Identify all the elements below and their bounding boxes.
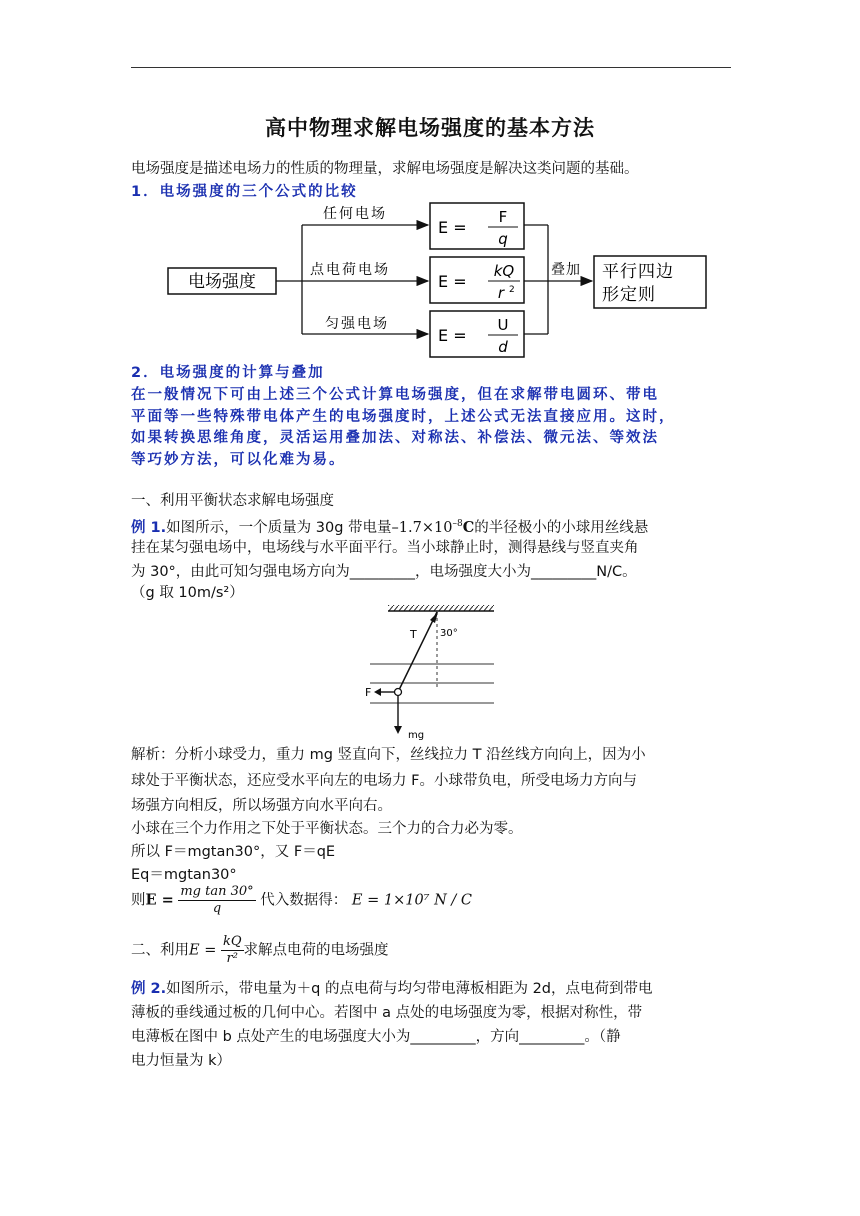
solution1-line-6: Eq＝mgtan30° [131, 867, 237, 883]
svg-text:2: 2 [509, 285, 515, 295]
svg-text:r: r [497, 284, 505, 302]
section2-line-2: 平面等一些特殊带电体产生的电场强度时，上述公式无法直接应用。这时， [131, 409, 676, 425]
example2-line-3: 电薄板在图中 b 点处产生的电场强度大小为_________，方向_________。（静 [131, 1029, 621, 1045]
svg-text:F: F [498, 208, 508, 226]
intro-paragraph: 电场强度是描述电场力的性质的物理量，求解电场强度是解决这类问题的基础。 [131, 161, 639, 177]
example1-line-1: 例 1.如图所示，一个质量为 30g 带电量$-1.7\times 10^{-8}C$的半径极小的小球用丝线悬 [131, 518, 649, 536]
solution1-line-1: 解析：分析小球受力，重力 mg 竖直向下，丝线拉力 T 沿丝线方向向上，因为小 [131, 747, 646, 763]
svg-text:d: d [498, 338, 508, 356]
tension-label: T [410, 628, 417, 641]
charge-value: $-1.7\times 10^{-8}C$ [391, 518, 475, 536]
formula-diagram [160, 198, 720, 362]
svg-text:q: q [498, 230, 508, 248]
svg-text:形定则: 形定则 [602, 285, 656, 305]
svg-text:E =: E = [438, 218, 467, 237]
part1-heading: 一、利用平衡状态求解电场强度 [131, 493, 334, 509]
header-rule [131, 67, 731, 68]
formula-result: E = 1×10⁷ N / C [351, 892, 472, 909]
svg-text:kQ: kQ [493, 262, 515, 280]
example2-line-4: 电力恒量为 k） [131, 1053, 232, 1069]
section2-heading: 2．电场强度的计算与叠加 [131, 365, 325, 381]
svg-text:U: U [497, 316, 509, 334]
solution1-line-3: 场强方向相反，所以场强方向水平向右。 [131, 798, 392, 814]
angle-label: 30° [440, 628, 458, 639]
example1-label: 例 1. [131, 519, 167, 536]
branch2-label: 点电荷电场 [310, 262, 390, 278]
branch1-label: 任何电场 [323, 206, 387, 222]
solution1-line-4: 小球在三个力作用之下处于平衡状态。三个力的合力必为零。 [131, 821, 523, 837]
svg-text:E =: E = [438, 272, 467, 291]
solution1-line-2: 球处于平衡状态，还应受水平向左的电场力 F。小球带负电，所受电场力方向与 [131, 773, 637, 789]
example2-line-2: 薄板的垂线通过板的几何中心。若图中 a 点处的电场强度为零，根据对称性，带 [131, 1005, 643, 1021]
pendulum-figure [358, 600, 498, 744]
section2-line-3: 如果转换思维角度，灵活运用叠加法、对称法、补偿法、微元法、等效法 [131, 430, 659, 446]
example1-line-3: 为 30°，由此可知匀强电场方向为_________，电场强度大小为_________N/C。 [131, 564, 637, 580]
example1-line-2: 挂在某匀强电场中，电场线与水平面平行。当小球静止时，测得悬线与竖直夹角 [131, 540, 639, 556]
example2-label: 例 2. [131, 981, 167, 997]
section1-heading: 1．电场强度的三个公式的比较 [131, 184, 358, 200]
formula-fraction: $\frac{\text{mg tan 30°}}{q}$ [180, 884, 254, 916]
branch3-label: 匀强电场 [325, 316, 389, 332]
section2-line-1: 在一般情况下可由上述三个公式计算电场强度，但在求解带电圆环、带电 [131, 387, 659, 403]
svg-text:E =: E = [438, 326, 467, 345]
page-title: 高中物理求解电场强度的基本方法 [265, 116, 595, 140]
example2-line-1: 例 2.如图所示，带电量为＋q 的点电荷与均匀带电薄板相距为 2d，点电荷到带电 [131, 981, 653, 997]
svg-text:平行四边: 平行四边 [602, 262, 674, 282]
superposition-label: 叠加 [551, 262, 581, 278]
weight-label: mg [408, 730, 425, 741]
formula-line: 则E = $\frac{\text{mg tan 30°}}{q}$ 代入数据得： E = 1×10⁷ N / C [131, 884, 472, 916]
force-label: F [365, 686, 372, 699]
source-label: 电场强度 [188, 272, 256, 292]
example1-line-4: （g 取 10m/s²） [131, 585, 244, 601]
part2-fraction: $\frac{kQ}{\text{r²}}$ [222, 934, 242, 966]
part2-heading: 二、利用E = $\frac{kQ}{\text{r²}}$ 求解点电荷的电场强度 [131, 934, 389, 966]
section2-line-4: 等巧妙方法，可以化难为易。 [131, 452, 346, 468]
solution1-line-5: 所以 F＝mgtan30°，又 F＝qE [131, 844, 336, 860]
